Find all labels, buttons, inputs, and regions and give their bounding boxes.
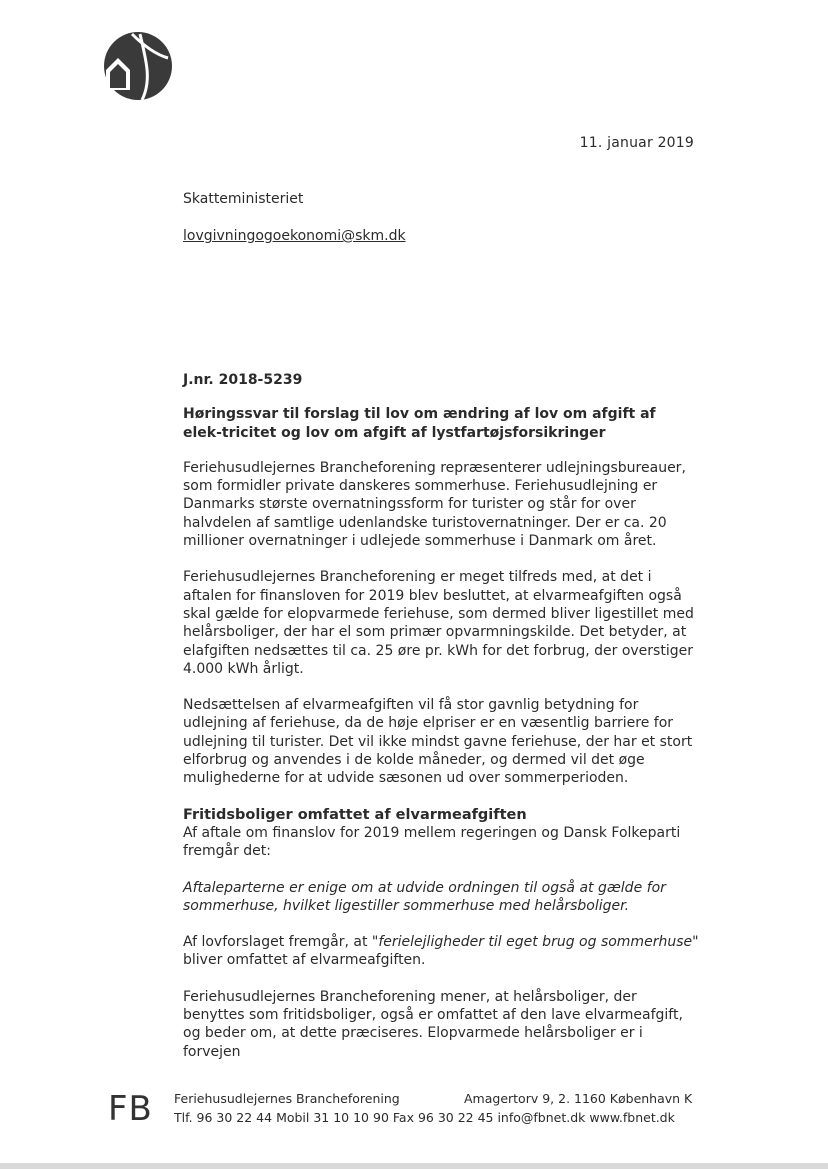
recipient: Skatteministeriet [183,191,304,207]
section-heading: Fritidsboliger omfattet af elvarmeafgiften [183,806,527,823]
globe-house-logo [102,30,174,102]
paragraph-5-end: bliver omfattet af elvarmeafgiften. [183,952,426,969]
quoted-agreement: Aftaleparterne er enige om at udvide ordningen til også at gælde for sommerhuse, hvilket ligestiller sommerhuse med helårsboliger. [183,879,666,914]
letter-date: 11. januar 2019 [579,135,694,151]
letter-body [183,371,699,1061]
paragraph-5-start: Af lovforslaget fremgår, at [183,934,372,951]
letter-subject: Høringssvar til forslag til lov om ændring af lov om afgift af elek-tricitet og lov om afgift af lystfartøjsforsikringer [183,406,656,441]
paragraph-1: Feriehusudlejernes Brancheforening repræsenterer udlejningsbureauer, som formidler private danskeres sommerhuse. Feriehusudlejning er Danmarks største overnatningssform for turister og står for over halvdelen af samtlige udenlandske turistovernatninger. Der er ca. 20 millioner overnatninger i udlejede sommerhuse i Danmark om året. [183,459,686,550]
journal-number: J.nr. 2018-5239 [183,372,303,388]
letter-footer [108,1089,708,1129]
paragraph-4: Af aftale om finanslov for 2019 mellem regeringen og Dansk Folkeparti fremgår det: [183,824,681,860]
footer-address: Amagertorv 9, 2. 1160 København K [464,1091,693,1106]
footer-org: Feriehusudlejernes Brancheforening [174,1091,400,1106]
recipient-email-link[interactable]: lovgivningogoekonomi@skm.dk [183,228,406,244]
paragraph-5 [183,933,699,970]
page-edge [0,1163,828,1169]
paragraph-6: Feriehusudlejernes Brancheforening mener, at helårsboliger, der benyttes som fritidsboliger, også er omfattet af den lave elvarmeafgift, og beder om, at dette præciseres. Elopvarmede helårsboliger er i forvejen [183,988,683,1060]
paragraph-2: Feriehusudlejernes Brancheforening er meget tilfreds med, at det i aftalen for finansloven for 2019 blev besluttet, at elvarmeafgiften også skal gælde for elopvarmede feriehuse, som dermed bliver ligestillet med helårsboliger, der har el som primær opvarmningskilde. Det betyder, at elafgiften nedsættes til ca. 25 øre pr. kWh for det forbrug, der overstiger 4.000 kWh årligt. [183,569,694,677]
footer-contact: Tlf. 96 30 22 44 Mobil 31 10 10 90 Fax 96 30 22 45 info@fbnet.dk www.fbnet.dk [174,1110,675,1125]
paragraph-5-quote: "ferielejligheder til eget brug og sommerhuse" [371,934,699,951]
paragraph-3: Nedsættelsen af elvarmeafgiften vil få stor gavnlig betydning for udlejning af feriehuse, da de høje elpriser er en væsentlig barriere for udlejning til turister. Det vil ikke mindst gavne feriehuse, der har et stort elforbrug og anvendes i de kolde måneder, og dermed vil det øge mulighederne for at udvide sæsonen ud over sommerperioden. [183,697,693,787]
footer-logo: FB [108,1089,153,1129]
footer-line-1 [174,1091,694,1106]
